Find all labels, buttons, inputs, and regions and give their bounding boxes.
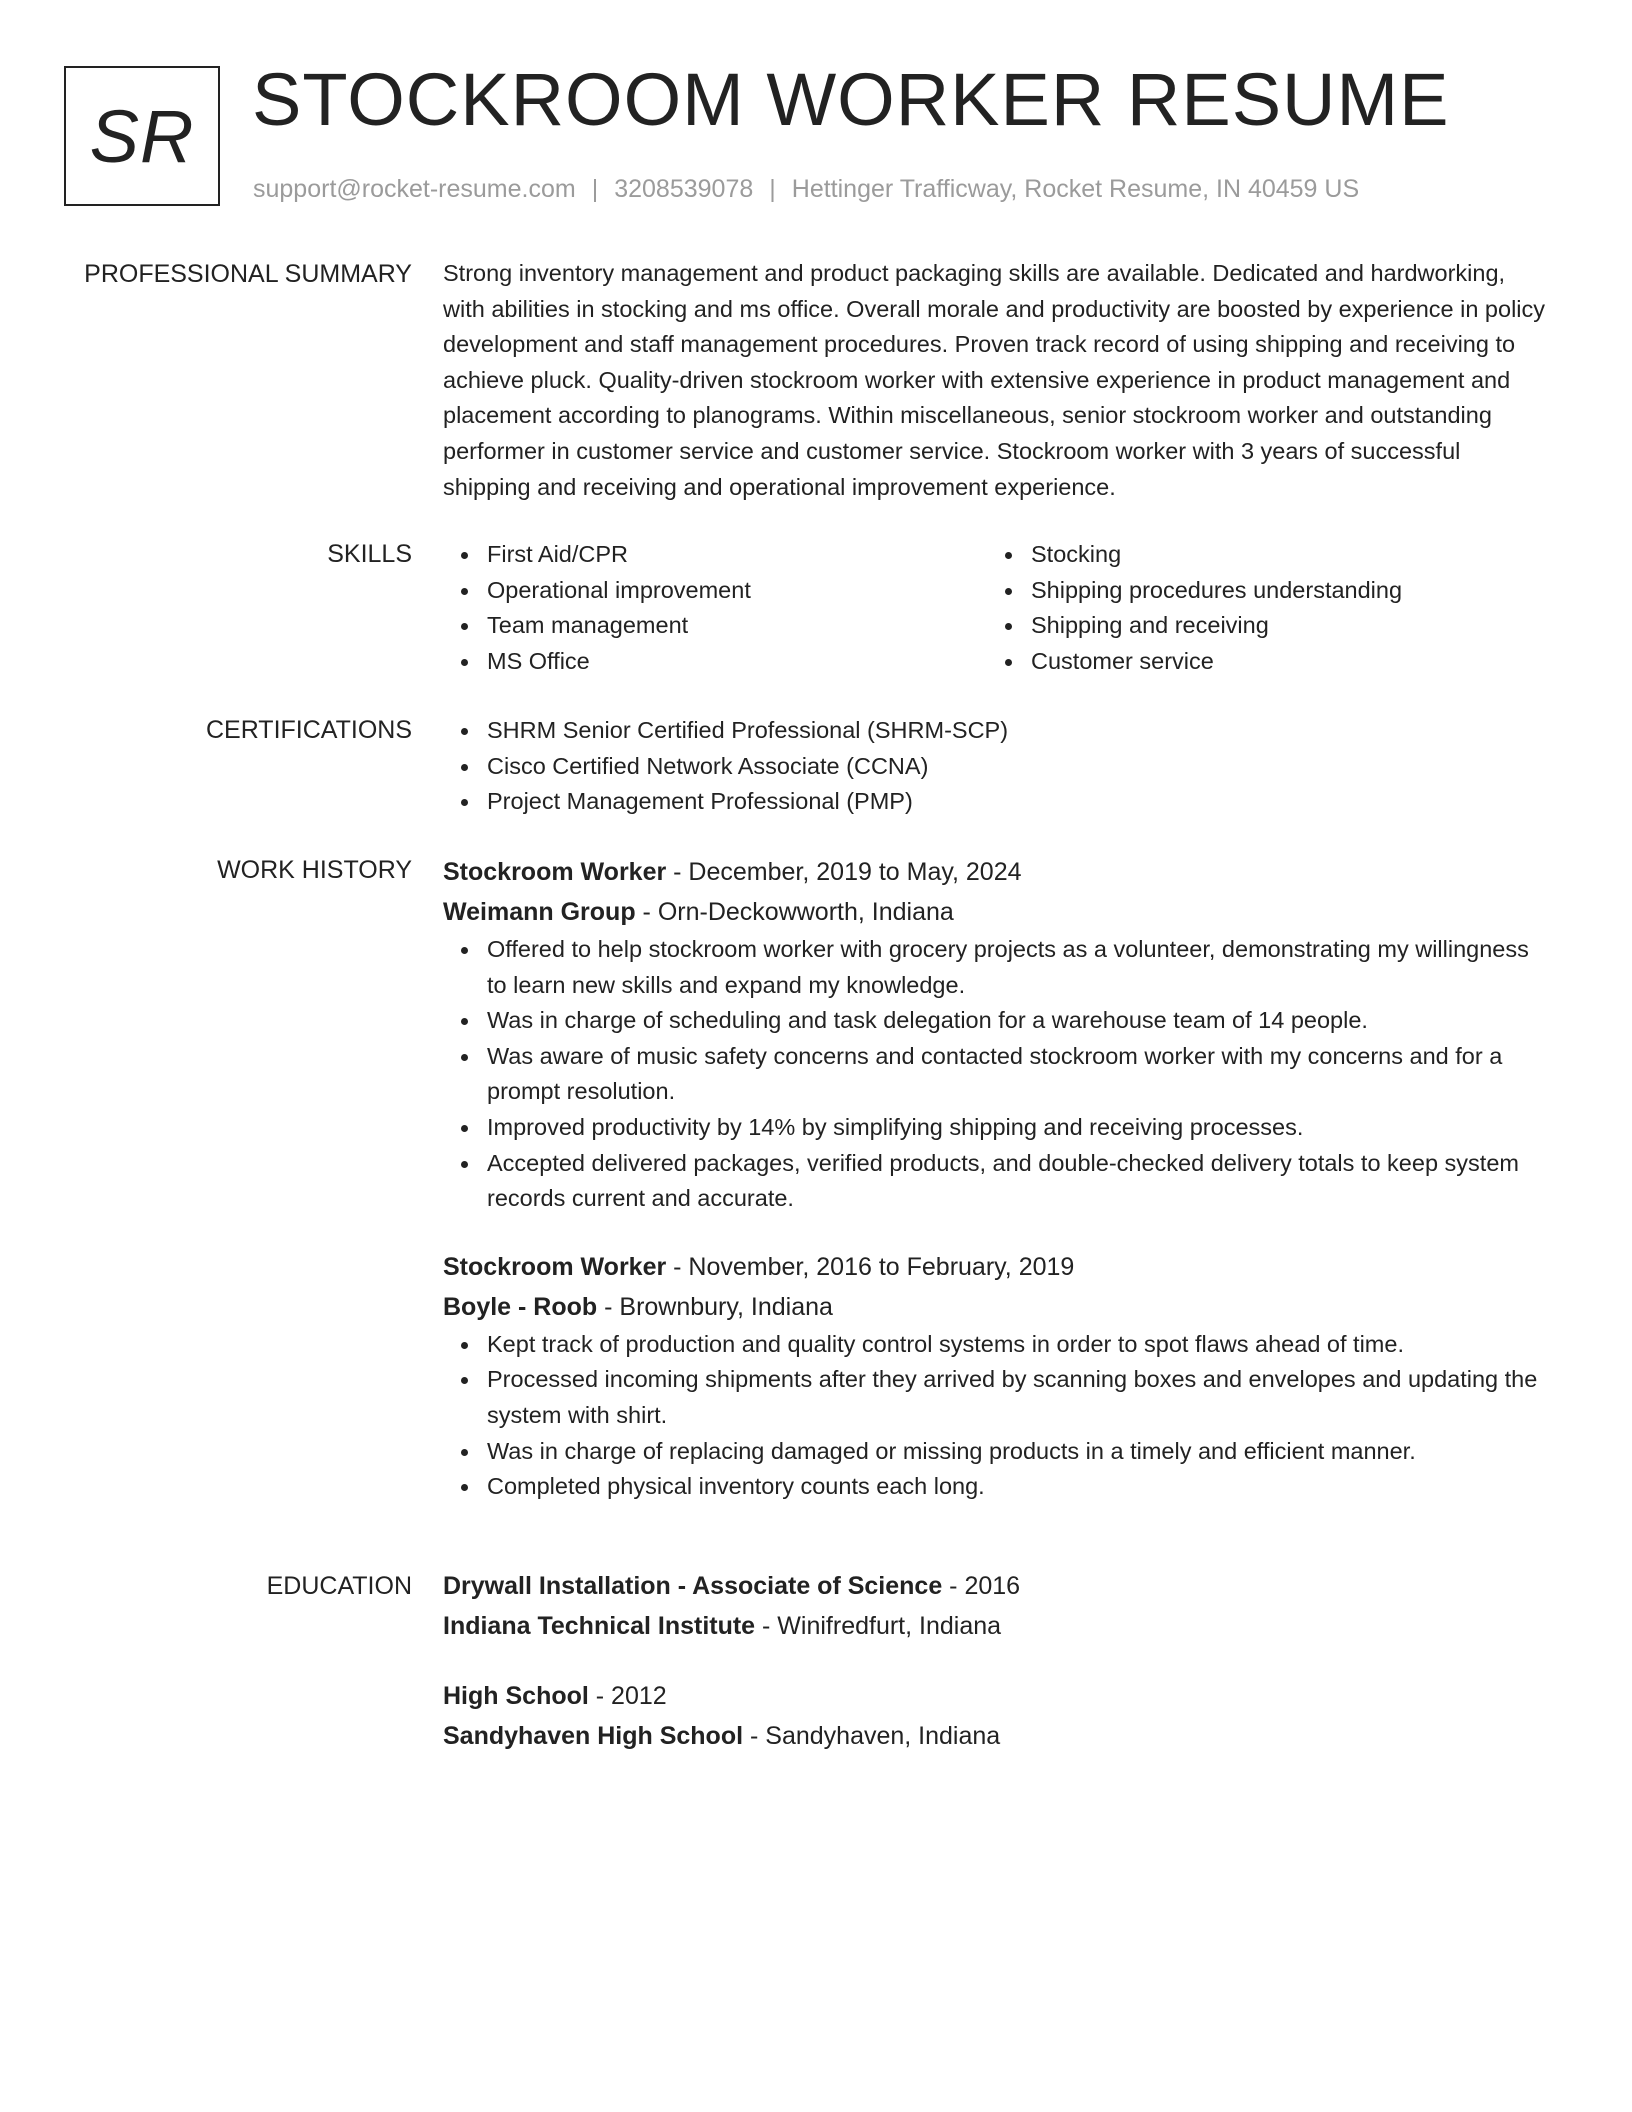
skill-item: Operational improvement <box>487 573 987 609</box>
job-company: Weimann Group <box>443 898 636 926</box>
certification-item: SHRM Senior Certified Professional (SHRM-SCP) <box>487 713 1553 749</box>
skills-column-right <box>987 537 1531 679</box>
contact-separator: | <box>591 175 599 203</box>
education-degree: High School <box>443 1682 589 1710</box>
job-company-line <box>443 1287 1553 1327</box>
monogram-logo: SR <box>64 66 220 206</box>
education-degree-line <box>443 1676 1553 1716</box>
skills-section <box>443 537 1553 679</box>
job-bullet: Accepted delivered packages, verified products, and double-checked delivery totals to keep system records current and accurate. <box>487 1146 1553 1217</box>
summary-text: Strong inventory management and product packaging skills are available. Dedicated and hardworking, with abilities in stocking and ms office. Overall morale and productivity are boosted by experience in policy development and staff management procedures. Proven track record of using shipping and receiving to achieve pluck. Quality-driven stockroom worker with extensive experience in product management and placement according to planograms. Within miscellaneous, senior stockroom worker and outstanding performer in customer service and customer service. Stockroom worker with 3 years of successful shipping and receiving and operational improvement experience. <box>443 260 1546 500</box>
summary-section <box>443 256 1553 505</box>
skill-item: First Aid/CPR <box>487 537 987 573</box>
skill-item: Shipping procedures understanding <box>1031 573 1531 609</box>
job-title-line <box>443 1247 1553 1287</box>
certifications-section <box>443 713 1553 820</box>
page-title: STOCKROOM WORKER RESUME <box>252 58 1450 141</box>
education-year: - 2012 <box>588 1682 667 1710</box>
skill-item: Shipping and receiving <box>1031 608 1531 644</box>
work-history-section <box>443 852 1553 1505</box>
skill-item: MS Office <box>487 644 987 680</box>
section-label-work-history: WORK HISTORY <box>217 856 412 884</box>
job-bullet: Was in charge of scheduling and task delegation for a warehouse team of 14 people. <box>487 1003 1553 1039</box>
education-entry <box>443 1676 1553 1756</box>
section-label-skills: SKILLS <box>327 540 412 568</box>
job-bullet: Improved productivity by 14% by simplifying shipping and receiving processes. <box>487 1110 1553 1146</box>
skills-column-left <box>443 537 987 679</box>
education-school-line <box>443 1716 1553 1756</box>
job-location: - Orn-Deckowworth, Indiana <box>635 898 954 926</box>
job-entry <box>443 1247 1553 1505</box>
education-degree-line <box>443 1566 1553 1606</box>
job-entry <box>443 852 1553 1217</box>
education-degree: Drywall Installation - Associate of Science <box>443 1572 943 1600</box>
education-entry <box>443 1566 1553 1646</box>
contact-address: Hettinger Trafficway, Rocket Resume, IN 40459 US <box>791 175 1360 203</box>
section-label-summary: PROFESSIONAL SUMMARY <box>84 260 412 288</box>
certification-item: Cisco Certified Network Associate (CCNA) <box>487 749 1553 785</box>
skill-item: Team management <box>487 608 987 644</box>
education-section <box>443 1566 1553 1756</box>
education-location: - Winifredfurt, Indiana <box>755 1612 1002 1640</box>
job-bullet: Processed incoming shipments after they arrived by scanning boxes and envelopes and updating the system with shirt. <box>487 1362 1553 1433</box>
job-bullet: Was aware of music safety concerns and contacted stockroom worker with my concerns and for a prompt resolution. <box>487 1039 1553 1110</box>
contact-phone: 3208539078 <box>614 175 754 203</box>
education-year: - 2016 <box>942 1572 1021 1600</box>
job-dates: - November, 2016 to February, 2019 <box>666 1252 1075 1281</box>
contact-email: support@rocket-resume.com <box>253 175 576 203</box>
skills-grid <box>443 537 1553 679</box>
job-company: Boyle - Roob <box>443 1292 598 1321</box>
contact-line <box>253 174 1359 204</box>
certification-item: Project Management Professional (PMP) <box>487 784 1553 820</box>
job-title-line <box>443 852 1553 892</box>
job-bullet: Offered to help stockroom worker with grocery projects as a volunteer, demonstrating my willingness to learn new skills and expand my knowledge. <box>487 932 1553 1003</box>
job-bullet: Completed physical inventory counts each long. <box>487 1469 1553 1505</box>
job-bullet: Was in charge of replacing damaged or missing products in a timely and efficient manner. <box>487 1434 1553 1470</box>
contact-separator: | <box>769 175 776 203</box>
section-label-education: EDUCATION <box>266 1572 412 1600</box>
skill-item: Customer service <box>1031 644 1531 680</box>
job-title: Stockroom Worker <box>443 858 667 886</box>
education-school: Indiana Technical Institute <box>443 1612 756 1640</box>
skill-item: Stocking <box>1031 537 1531 573</box>
job-location: - Brownbury, Indiana <box>597 1292 833 1321</box>
job-dates: - December, 2019 to May, 2024 <box>666 858 1022 886</box>
job-company-line <box>443 892 1553 932</box>
education-location: - Sandyhaven, Indiana <box>743 1722 1001 1750</box>
education-school-line <box>443 1606 1553 1646</box>
education-school: Sandyhaven High School <box>443 1722 744 1750</box>
section-label-certifications: CERTIFICATIONS <box>205 716 412 744</box>
job-title: Stockroom Worker <box>443 1252 667 1281</box>
job-bullet: Kept track of production and quality control systems in order to spot flaws ahead of time. <box>487 1327 1553 1363</box>
